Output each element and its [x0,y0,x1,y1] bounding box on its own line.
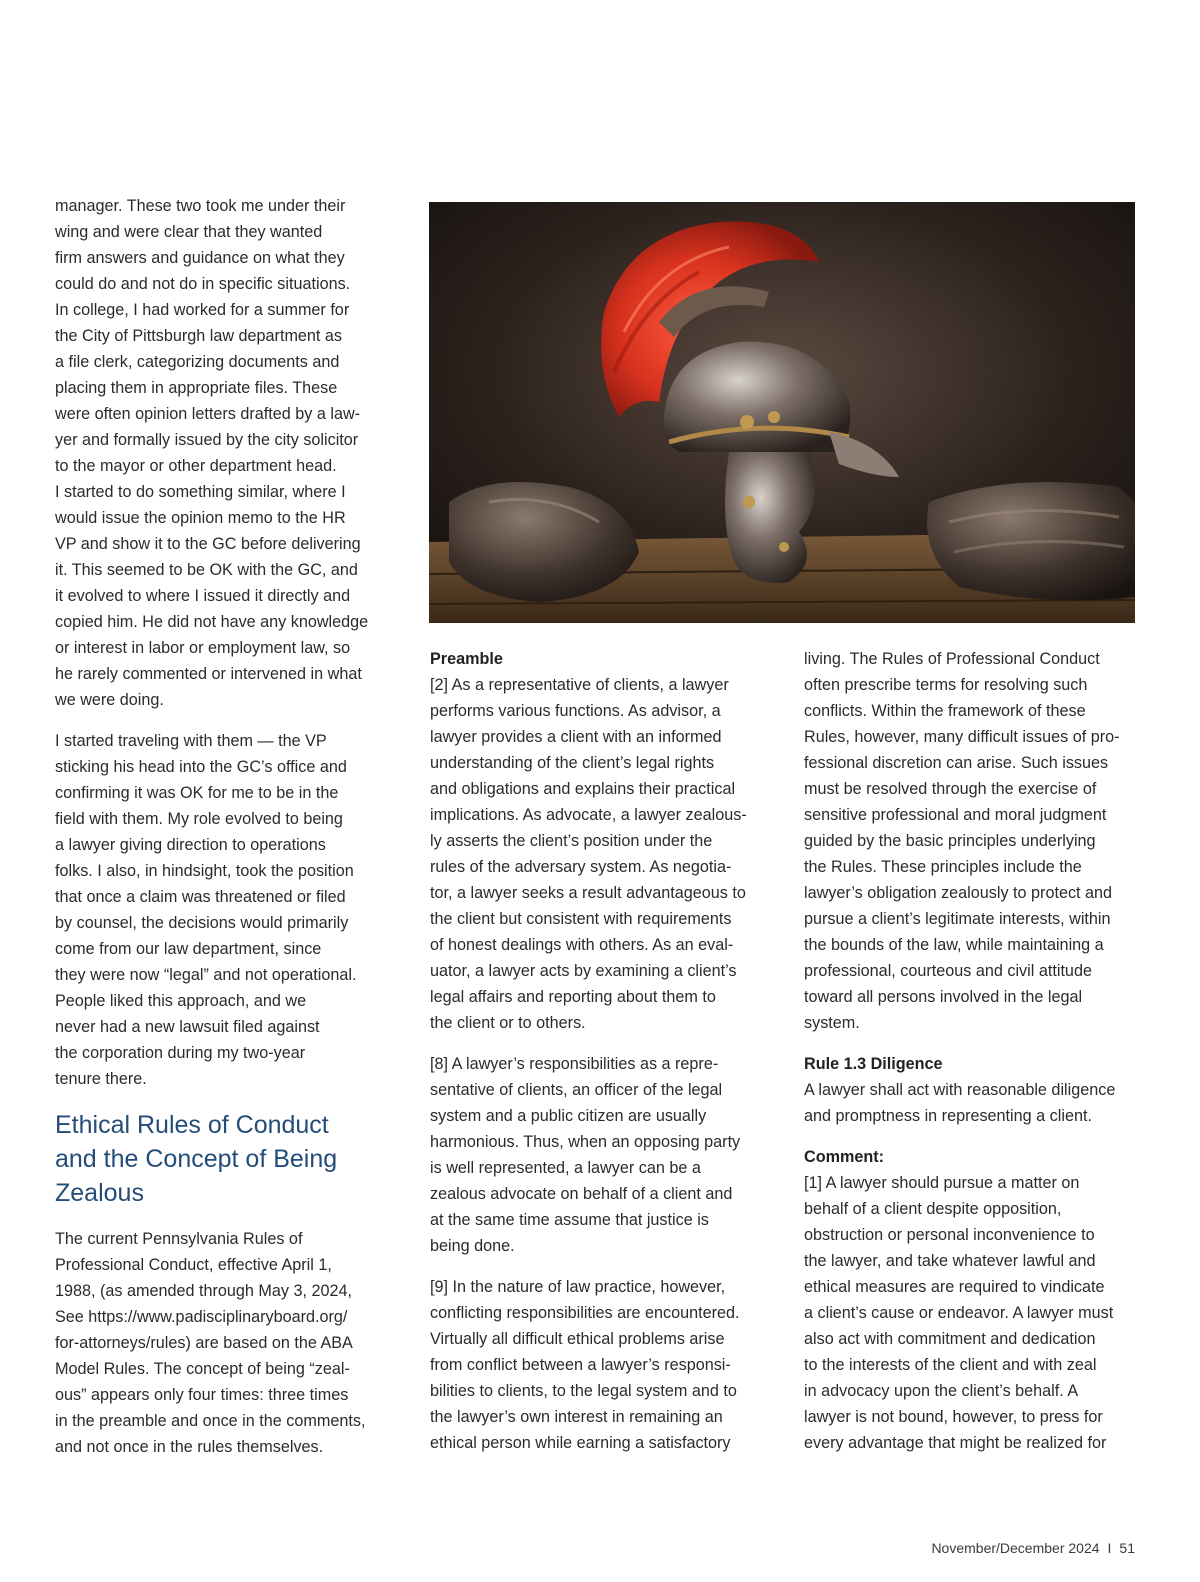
paragraph-comment: Comment: [1] A lawyer should pursue a matter on behalf of a client despite opposition, obstruction or personal inconvenience to the lawyer, and take whatever lawful and ethical measures are required to vindicate a client’s cause or endeavor. A lawyer must also act with commitment and dedication to the interests of the client and with zeal in advocacy upon the client’s behalf. A lawyer is not bound, however, to press for every advantage that might be realized for [804,1144,1144,1456]
paragraph-rule-1-3: Rule 1.3 Diligence A lawyer shall act with reasonable diligence and promptness in representing a client. [804,1051,1144,1129]
issue-date: November/December 2024 [931,1540,1100,1556]
paragraph-preamble-9-continued: living. The Rules of Professional Conduct often prescribe terms for resolving such conflicts. Within the framework of these Rules, however, many difficult issues of pro- fessional discretion can arise. Such issues must be resolved through the exercise of sensitive professional and moral judgment guided by the basic principles underlying the Rules. These principles include the lawyer’s obligation zealously to protect and pursue a client’s legitimate interests, within the bounds of the law, while maintaining a professional, courteous and civil attitude toward all persons involved in the legal system. [804,650,1120,1032]
column-left [55,193,395,1460]
rule-title: Rule 1.3 Diligence [804,1055,943,1073]
comment-title: Comment: [804,1148,885,1166]
roman-helmet-photo [429,202,1135,623]
paragraph-traveling: I started traveling with them — the VP sticking his head into the GC’s office and confirming it was OK for me to be in the field with them. My role evolved to being a lawyer giving direction to operations folks. I also, in hindsight, took the position that once a claim was threatened or filed by counsel, the decisions would primarily come from our law department, since they were now “legal” and not operational. People liked this approach, and we never had a new lawsuit filed against the corporation during my two-year tenure there. [55,732,357,1088]
column-middle [430,646,770,1456]
section-heading: Ethical Rules of Conduct and the Concept of Being Zealous [55,1111,338,1207]
column-right [804,646,1144,1456]
page-footer [931,1540,1135,1556]
preamble-title: Preamble [430,650,503,668]
paragraph-manager: manager. These two took me under their wing and were clear that they wanted firm answers and guidance on what they could do and not do in specific situations. In college, I had worked for a summer for the City of Pittsburgh law department as a file clerk, categorizing documents and placing them in appropriate files. These were often opinion letters drafted by a law- yer and formally issued by the city solicitor to the mayor or other department head. I started to do something similar, where I would issue the opinion memo to the HR VP and show it to the GC before delivering it. This seemed to be OK with the GC, and it evolved to where I issued it directly and copied him. He did not have any knowledge or interest in labor or employment law, so he rarely commented or intervened in what we were doing. [55,197,369,709]
helmet-illustration [429,202,1135,623]
footer-separator: I [1107,1540,1112,1556]
paragraph-preamble-8: [8] A lawyer’s responsibilities as a repre- sentative of clients, an officer of the legal system and a public citizen are usually harmonious. Thus, when an opposing party is well represented, a lawyer can be a zealous advocate on behalf of a client and at the same time assume that justice is being done. [430,1055,741,1255]
paragraph-pennsylvania-rules: The current Pennsylvania Rules of Professional Conduct, effective April 1, 1988, (as amended through May 3, 2024, See https://www.padisciplinaryboard.org/ for-attorneys/rules) are based on the ABA Model Rules. The concept of being “zeal- ous” appears only four times: three times in the preamble and once in the comments, and not once in the rules themselves. [55,1230,366,1456]
paragraph-preamble-2: Preamble [2] As a representative of clients, a lawyer performs various functions. As advisor, a lawyer provides a client with an informed understanding of the client’s legal rights and obligations and explains their practical implications. As advocate, a lawyer zealous- ly asserts the client’s position under the rules of the adversary system. As negotia- tor, a lawyer seeks a result advantageous to the client but consistent with requirements of honest dealings with others. As an eval- uator, a lawyer acts by examining a client’s legal affairs and reporting about them to the client or to others. [430,646,770,1036]
page-number: 51 [1119,1540,1135,1556]
paragraph-preamble-9: [9] In the nature of law practice, however, conflicting responsibilities are encountered. Virtually all difficult ethical problems arise from conflict between a lawyer’s responsi- bilities to clients, to the legal system and to the lawyer’s own interest in remaining an ethical person while earning a satisfactory [430,1278,740,1452]
